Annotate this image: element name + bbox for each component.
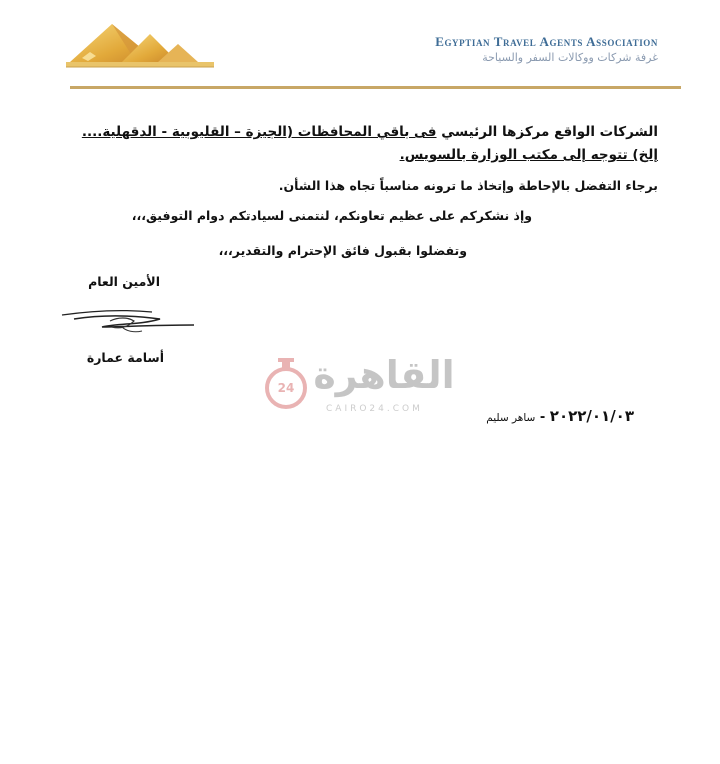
document-date: ٢٠٢٢/٠١/٠٣: [549, 407, 634, 425]
signatory-name: أسامة عمارة: [86, 350, 164, 365]
pyramids-logo-icon: [66, 18, 216, 70]
author-name: ساهر سليم: [486, 412, 536, 424]
organization-name: [435, 34, 658, 64]
date-line: [486, 407, 634, 425]
signature-title: الأمين العام: [88, 274, 160, 289]
watermark-badge: 24: [277, 381, 295, 395]
date-separator: -: [539, 410, 546, 425]
paragraph-closing: وتفضلوا بقبول فائق الإحترام والتقدير،،،: [218, 243, 467, 258]
organization-name-arabic: غرفة شركات ووكالات السفر والسياحة: [482, 51, 658, 64]
paragraph-offices-underlined: فى باقي المحافظات (الجيزة – القليوبية - الدقهلية.... إلخ) تتوجه إلى مكتب الوزارة بالسويس.: [81, 124, 658, 163]
header-divider: [70, 86, 681, 89]
cairo24-watermark: [262, 344, 464, 420]
handwritten-signature-icon: [60, 303, 200, 337]
paragraph-request: برجاء التفضل بالإحاطة وإتخاذ ما ترونه مناسباً تجاه هذا الشأن.: [278, 178, 658, 193]
watermark-domain: CAIRO24.COM: [326, 404, 423, 414]
watermark-logo-text: القاهرة: [313, 353, 455, 397]
paragraph-thanks: وإذ نشكركم على عظيم تعاونكم، لنتمنى لسيادتكم دوام التوفيق،،،: [131, 208, 532, 223]
paragraph-offices-text: الشركات الواقع مركزها الرئيسي: [436, 124, 658, 140]
organization-name-english: Egyptian Travel Agents Association: [435, 34, 658, 49]
paragraph-offices: [62, 121, 658, 167]
